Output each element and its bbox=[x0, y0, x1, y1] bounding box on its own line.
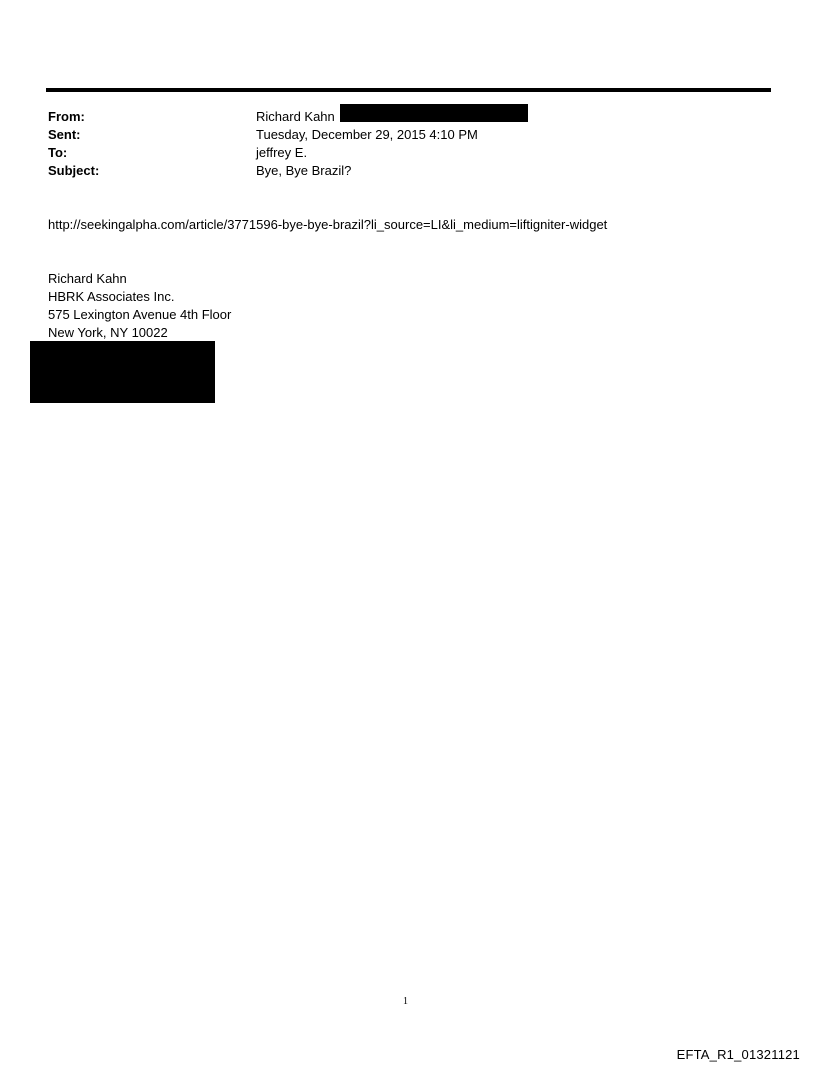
header-divider bbox=[46, 88, 771, 92]
page-number: 1 bbox=[403, 996, 408, 1007]
signature-block bbox=[48, 270, 231, 342]
signature-redaction-box bbox=[30, 341, 215, 403]
article-link[interactable]: http://seekingalpha.com/article/3771596-bye-bye-brazil?li_source=LI&li_medium=liftigniter-widget bbox=[48, 217, 608, 232]
bates-number: EFTA_R1_01321121 bbox=[676, 1047, 800, 1062]
from-value: Richard Kahn bbox=[256, 109, 335, 124]
subject-row bbox=[48, 162, 748, 179]
signature-address-line2: New York, NY 10022 bbox=[48, 325, 168, 340]
from-label: From: bbox=[48, 109, 85, 124]
sent-label: Sent: bbox=[48, 127, 81, 142]
signature-company: HBRK Associates Inc. bbox=[48, 289, 175, 304]
redaction-box bbox=[340, 104, 528, 122]
signature-address-line1: 575 Lexington Avenue 4th Floor bbox=[48, 307, 232, 322]
signature-name: Richard Kahn bbox=[48, 271, 127, 286]
sent-value: Tuesday, December 29, 2015 4:10 PM bbox=[256, 127, 478, 142]
to-label: To: bbox=[48, 145, 68, 160]
subject-value: Bye, Bye Brazil? bbox=[256, 163, 352, 178]
to-row bbox=[48, 144, 748, 161]
subject-label: Subject: bbox=[48, 163, 100, 178]
sent-row bbox=[48, 126, 748, 143]
to-value: jeffrey E. bbox=[256, 145, 308, 160]
